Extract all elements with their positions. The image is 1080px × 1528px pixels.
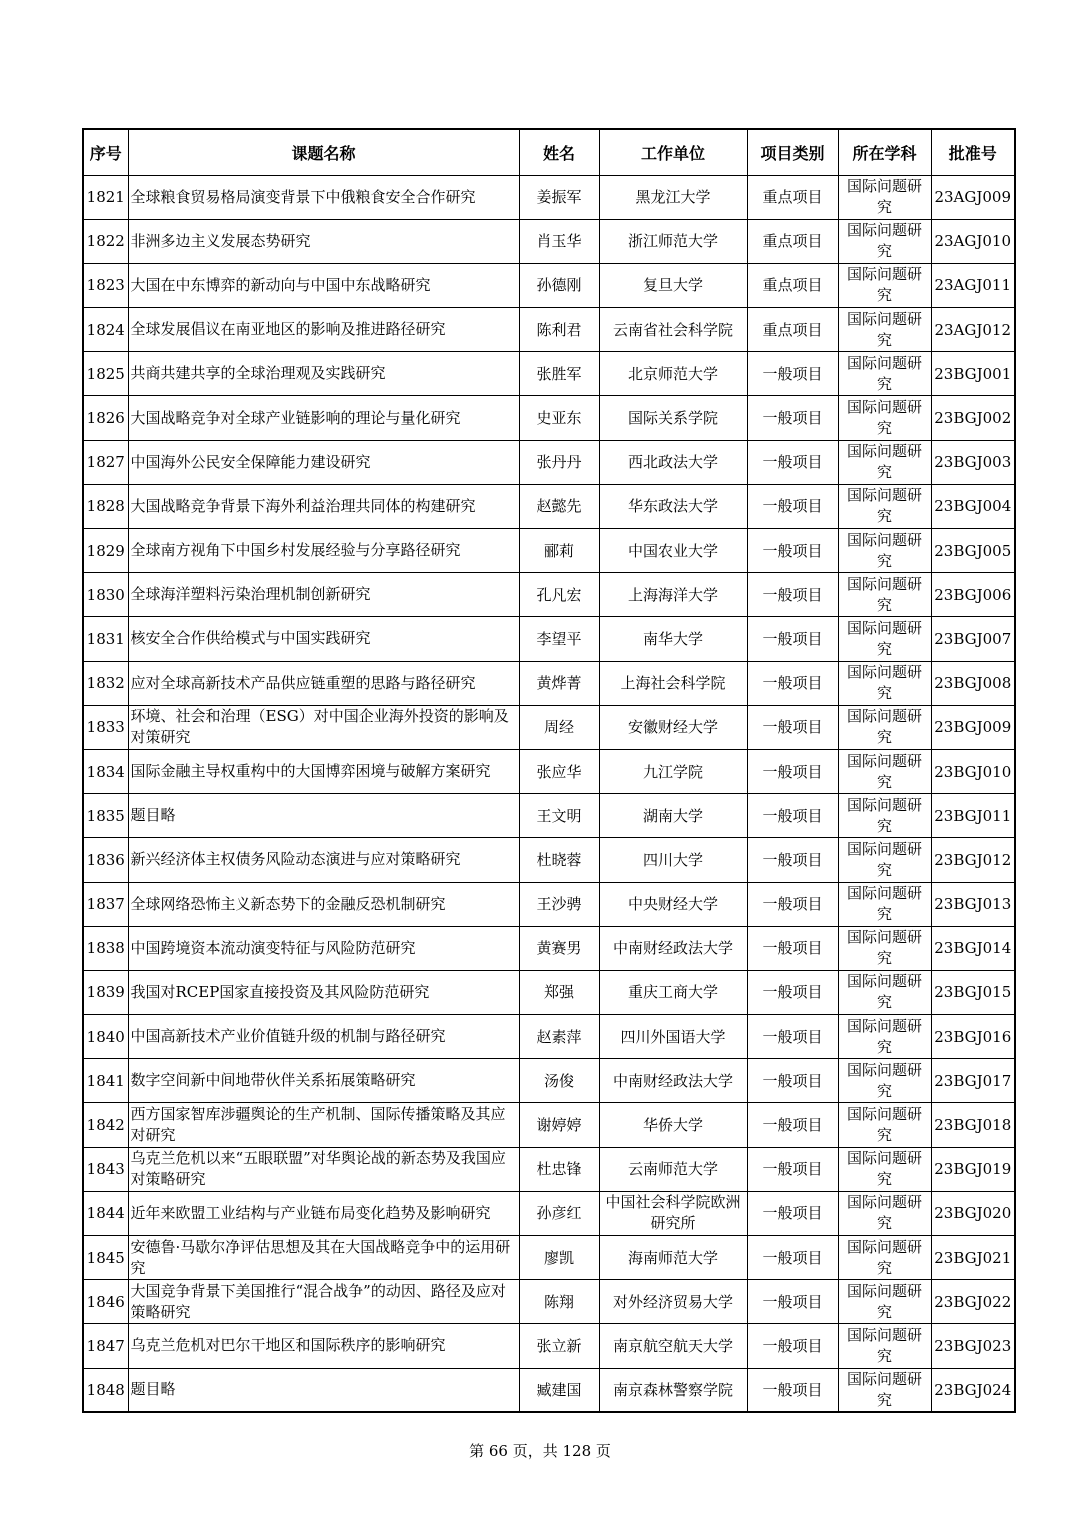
row-title: 全球网络恐怖主义新态势下的金融反恐机制研究: [128, 882, 519, 926]
row-approval-no: 23BGJ021: [931, 1236, 1015, 1280]
row-unit: 复旦大学: [599, 263, 747, 307]
row-approval-no: 23AGJ010: [931, 219, 1015, 263]
table-row: [83, 1015, 1015, 1059]
row-title: 大国在中东博弈的新动向与中国中东战略研究: [128, 263, 519, 307]
row-approval-no: 23BGJ005: [931, 529, 1015, 573]
table-row: [83, 1147, 1015, 1191]
row-name: 黄烨菁: [519, 661, 599, 705]
row-subject: 国际问题研究: [838, 175, 931, 219]
table-row: [83, 396, 1015, 440]
header-approval-no: 批准号: [931, 129, 1015, 175]
table-row: [83, 1236, 1015, 1280]
row-approval-no: 23AGJ012: [931, 308, 1015, 352]
row-title: 全球粮食贸易格局演变背景下中俄粮食安全合作研究: [128, 175, 519, 219]
row-name: 廖凯: [519, 1236, 599, 1280]
row-unit: 对外经济贸易大学: [599, 1280, 747, 1324]
row-title: 中国跨境资本流动演变特征与风险防范研究: [128, 926, 519, 970]
table-row: [83, 970, 1015, 1014]
row-unit: 国际关系学院: [599, 396, 747, 440]
row-subject: 国际问题研究: [838, 1191, 931, 1235]
row-serial: 1832: [83, 661, 128, 705]
table-row: [83, 308, 1015, 352]
row-approval-no: 23BGJ008: [931, 661, 1015, 705]
row-unit: 重庆工商大学: [599, 970, 747, 1014]
row-title: 大国战略竞争背景下海外利益治理共同体的构建研究: [128, 484, 519, 528]
table-row: [83, 1059, 1015, 1103]
row-approval-no: 23BGJ017: [931, 1059, 1015, 1103]
row-title: 近年来欧盟工业结构与产业链布局变化趋势及影响研究: [128, 1191, 519, 1235]
row-title: 核安全合作供给模式与中国实践研究: [128, 617, 519, 661]
row-title: 中国海外公民安全保障能力建设研究: [128, 440, 519, 484]
row-title: 共商共建共享的全球治理观及实践研究: [128, 352, 519, 396]
row-subject: 国际问题研究: [838, 838, 931, 882]
row-approval-no: 23BGJ020: [931, 1191, 1015, 1235]
row-name: 周经: [519, 705, 599, 749]
table-row: [83, 661, 1015, 705]
row-title: 乌克兰危机以来“五眼联盟”对华舆论战的新态势及我国应对策略研究: [128, 1147, 519, 1191]
row-serial: 1833: [83, 705, 128, 749]
row-subject: 国际问题研究: [838, 1236, 931, 1280]
row-category: 一般项目: [747, 440, 838, 484]
row-subject: 国际问题研究: [838, 1280, 931, 1324]
row-name: 陈翔: [519, 1280, 599, 1324]
row-category: 一般项目: [747, 352, 838, 396]
row-name: 王文明: [519, 794, 599, 838]
row-unit: 西北政法大学: [599, 440, 747, 484]
header-unit: 工作单位: [599, 129, 747, 175]
row-category: 一般项目: [747, 705, 838, 749]
table-row: [83, 838, 1015, 882]
row-approval-no: 23BGJ006: [931, 573, 1015, 617]
row-subject: 国际问题研究: [838, 1015, 931, 1059]
row-unit: 中国社会科学院欧洲研究所: [599, 1191, 747, 1235]
row-title: 中国高新技术产业价值链升级的机制与路径研究: [128, 1015, 519, 1059]
row-name: 汤俊: [519, 1059, 599, 1103]
row-subject: 国际问题研究: [838, 882, 931, 926]
table-row: [83, 749, 1015, 793]
row-unit: 华侨大学: [599, 1103, 747, 1147]
row-serial: 1845: [83, 1236, 128, 1280]
row-serial: 1826: [83, 396, 128, 440]
row-category: 一般项目: [747, 1368, 838, 1412]
row-subject: 国际问题研究: [838, 705, 931, 749]
table-body: [83, 175, 1015, 1412]
row-unit: 中南财经政法大学: [599, 926, 747, 970]
row-serial: 1836: [83, 838, 128, 882]
row-serial: 1846: [83, 1280, 128, 1324]
row-unit: 海南师范大学: [599, 1236, 747, 1280]
row-title: 环境、社会和治理（ESG）对中国企业海外投资的影响及对策研究: [128, 705, 519, 749]
row-subject: 国际问题研究: [838, 794, 931, 838]
row-subject: 国际问题研究: [838, 1324, 931, 1368]
row-category: 一般项目: [747, 838, 838, 882]
row-unit: 四川外国语大学: [599, 1015, 747, 1059]
table-row: [83, 1191, 1015, 1235]
row-title: 我国对RCEP国家直接投资及其风险防范研究: [128, 970, 519, 1014]
row-serial: 1822: [83, 219, 128, 263]
row-subject: 国际问题研究: [838, 1368, 931, 1412]
row-unit: 南华大学: [599, 617, 747, 661]
row-subject: 国际问题研究: [838, 573, 931, 617]
row-title: 大国竞争背景下美国推行“混合战争”的动因、路径及应对策略研究: [128, 1280, 519, 1324]
row-subject: 国际问题研究: [838, 661, 931, 705]
row-category: 一般项目: [747, 1236, 838, 1280]
row-category: 一般项目: [747, 661, 838, 705]
row-approval-no: 23BGJ009: [931, 705, 1015, 749]
row-name: 李望平: [519, 617, 599, 661]
row-category: 一般项目: [747, 396, 838, 440]
table-row: [83, 263, 1015, 307]
row-name: 张胜军: [519, 352, 599, 396]
row-title: 国际金融主导权重构中的大国博弈困境与破解方案研究: [128, 749, 519, 793]
row-approval-no: 23BGJ023: [931, 1324, 1015, 1368]
row-name: 张立新: [519, 1324, 599, 1368]
row-subject: 国际问题研究: [838, 1147, 931, 1191]
row-category: 一般项目: [747, 573, 838, 617]
row-serial: 1828: [83, 484, 128, 528]
table-row: [83, 219, 1015, 263]
row-serial: 1837: [83, 882, 128, 926]
row-name: 赵素萍: [519, 1015, 599, 1059]
table-header: [83, 129, 1015, 175]
row-name: 杜晓蓉: [519, 838, 599, 882]
row-unit: 北京师范大学: [599, 352, 747, 396]
row-name: 孙彦红: [519, 1191, 599, 1235]
row-subject: 国际问题研究: [838, 529, 931, 573]
row-category: 一般项目: [747, 1059, 838, 1103]
row-serial: 1824: [83, 308, 128, 352]
row-approval-no: 23BGJ016: [931, 1015, 1015, 1059]
row-serial: 1827: [83, 440, 128, 484]
row-category: 一般项目: [747, 1147, 838, 1191]
row-name: 孔凡宏: [519, 573, 599, 617]
row-title: 数字空间新中间地带伙伴关系拓展策略研究: [128, 1059, 519, 1103]
table-row: [83, 1280, 1015, 1324]
row-name: 郑强: [519, 970, 599, 1014]
table-row: [83, 175, 1015, 219]
row-serial: 1848: [83, 1368, 128, 1412]
row-unit: 南京航空航天大学: [599, 1324, 747, 1368]
row-unit: 湖南大学: [599, 794, 747, 838]
table-row: [83, 617, 1015, 661]
row-approval-no: 23BGJ012: [931, 838, 1015, 882]
row-name: 张应华: [519, 749, 599, 793]
row-category: 一般项目: [747, 882, 838, 926]
row-serial: 1842: [83, 1103, 128, 1147]
page-number: 第 66 页，共 128 页: [469, 1442, 611, 1460]
header-subject: 所在学科: [838, 129, 931, 175]
row-serial: 1843: [83, 1147, 128, 1191]
row-approval-no: 23BGJ004: [931, 484, 1015, 528]
row-serial: 1841: [83, 1059, 128, 1103]
table-row: [83, 573, 1015, 617]
table-row: [83, 1368, 1015, 1412]
row-category: 一般项目: [747, 1103, 838, 1147]
table-row: [83, 705, 1015, 749]
row-title: 乌克兰危机对巴尔干地区和国际秩序的影响研究: [128, 1324, 519, 1368]
row-serial: 1839: [83, 970, 128, 1014]
table-row: [83, 352, 1015, 396]
header-name: 姓名: [519, 129, 599, 175]
row-name: 孙德刚: [519, 263, 599, 307]
row-category: 重点项目: [747, 219, 838, 263]
row-title: 安德鲁·马歇尔净评估思想及其在大国战略竞争中的运用研究: [128, 1236, 519, 1280]
table-row: [83, 440, 1015, 484]
row-unit: 中央财经大学: [599, 882, 747, 926]
table-row: [83, 882, 1015, 926]
table-row: [83, 926, 1015, 970]
row-name: 黄赛男: [519, 926, 599, 970]
row-title: 题目略: [128, 794, 519, 838]
row-subject: 国际问题研究: [838, 396, 931, 440]
row-approval-no: 23BGJ001: [931, 352, 1015, 396]
row-category: 一般项目: [747, 970, 838, 1014]
row-name: 赵懿先: [519, 484, 599, 528]
row-category: 一般项目: [747, 794, 838, 838]
row-unit: 安徽财经大学: [599, 705, 747, 749]
row-title: 全球发展倡议在南亚地区的影响及推进路径研究: [128, 308, 519, 352]
row-approval-no: 23BGJ011: [931, 794, 1015, 838]
row-serial: 1821: [83, 175, 128, 219]
row-unit: 九江学院: [599, 749, 747, 793]
row-category: 一般项目: [747, 1015, 838, 1059]
row-title: 大国战略竞争对全球产业链影响的理论与量化研究: [128, 396, 519, 440]
table-row: [83, 794, 1015, 838]
row-subject: 国际问题研究: [838, 440, 931, 484]
row-name: 臧建国: [519, 1368, 599, 1412]
row-unit: 上海社会科学院: [599, 661, 747, 705]
row-subject: 国际问题研究: [838, 617, 931, 661]
row-category: 一般项目: [747, 1191, 838, 1235]
row-name: 王沙骋: [519, 882, 599, 926]
row-approval-no: 23BGJ018: [931, 1103, 1015, 1147]
row-unit: 浙江师范大学: [599, 219, 747, 263]
row-unit: 云南师范大学: [599, 1147, 747, 1191]
row-serial: 1831: [83, 617, 128, 661]
row-serial: 1829: [83, 529, 128, 573]
row-approval-no: 23BGJ007: [931, 617, 1015, 661]
row-name: 肖玉华: [519, 219, 599, 263]
row-approval-no: 23AGJ011: [931, 263, 1015, 307]
row-category: 一般项目: [747, 1280, 838, 1324]
row-category: 一般项目: [747, 1324, 838, 1368]
row-name: 史亚东: [519, 396, 599, 440]
row-category: 一般项目: [747, 926, 838, 970]
row-subject: 国际问题研究: [838, 749, 931, 793]
header-category: 项目类别: [747, 129, 838, 175]
table-row: [83, 484, 1015, 528]
row-serial: 1834: [83, 749, 128, 793]
row-subject: 国际问题研究: [838, 926, 931, 970]
row-subject: 国际问题研究: [838, 484, 931, 528]
row-category: 重点项目: [747, 263, 838, 307]
row-title: 应对全球高新技术产品供应链重塑的思路与路径研究: [128, 661, 519, 705]
row-serial: 1844: [83, 1191, 128, 1235]
row-category: 一般项目: [747, 529, 838, 573]
row-category: 重点项目: [747, 308, 838, 352]
header-title: 课题名称: [128, 129, 519, 175]
header-row: [83, 129, 1015, 175]
row-subject: 国际问题研究: [838, 970, 931, 1014]
table-row: [83, 529, 1015, 573]
row-approval-no: 23BGJ010: [931, 749, 1015, 793]
row-serial: 1825: [83, 352, 128, 396]
row-unit: 华东政法大学: [599, 484, 747, 528]
row-approval-no: 23BGJ022: [931, 1280, 1015, 1324]
row-approval-no: 23BGJ019: [931, 1147, 1015, 1191]
row-serial: 1838: [83, 926, 128, 970]
table-row: [83, 1324, 1015, 1368]
row-subject: 国际问题研究: [838, 308, 931, 352]
row-serial: 1823: [83, 263, 128, 307]
row-category: 一般项目: [747, 749, 838, 793]
row-unit: 中国农业大学: [599, 529, 747, 573]
row-title: 全球南方视角下中国乡村发展经验与分享路径研究: [128, 529, 519, 573]
project-table: [82, 128, 1016, 1413]
row-approval-no: 23BGJ002: [931, 396, 1015, 440]
row-name: 郦莉: [519, 529, 599, 573]
row-approval-no: 23AGJ009: [931, 175, 1015, 219]
row-serial: 1847: [83, 1324, 128, 1368]
row-approval-no: 23BGJ024: [931, 1368, 1015, 1412]
row-title: 新兴经济体主权债务风险动态演进与应对策略研究: [128, 838, 519, 882]
row-name: 谢婷婷: [519, 1103, 599, 1147]
row-unit: 四川大学: [599, 838, 747, 882]
row-unit: 南京森林警察学院: [599, 1368, 747, 1412]
row-approval-no: 23BGJ014: [931, 926, 1015, 970]
row-subject: 国际问题研究: [838, 352, 931, 396]
row-name: 陈利君: [519, 308, 599, 352]
row-approval-no: 23BGJ015: [931, 970, 1015, 1014]
row-name: 姜振军: [519, 175, 599, 219]
row-serial: 1830: [83, 573, 128, 617]
row-name: 杜忠锋: [519, 1147, 599, 1191]
row-approval-no: 23BGJ013: [931, 882, 1015, 926]
row-title: 全球海洋塑料污染治理机制创新研究: [128, 573, 519, 617]
row-title: 题目略: [128, 1368, 519, 1412]
row-category: 重点项目: [747, 175, 838, 219]
row-unit: 云南省社会科学院: [599, 308, 747, 352]
row-unit: 中南财经政法大学: [599, 1059, 747, 1103]
row-name: 张丹丹: [519, 440, 599, 484]
table-row: [83, 1103, 1015, 1147]
row-title: 西方国家智库涉疆舆论的生产机制、国际传播策略及其应对研究: [128, 1103, 519, 1147]
row-serial: 1840: [83, 1015, 128, 1059]
row-unit: 上海海洋大学: [599, 573, 747, 617]
row-approval-no: 23BGJ003: [931, 440, 1015, 484]
row-serial: 1835: [83, 794, 128, 838]
row-subject: 国际问题研究: [838, 1059, 931, 1103]
row-subject: 国际问题研究: [838, 1103, 931, 1147]
row-unit: 黑龙江大学: [599, 175, 747, 219]
row-category: 一般项目: [747, 484, 838, 528]
row-category: 一般项目: [747, 617, 838, 661]
row-title: 非洲多边主义发展态势研究: [128, 219, 519, 263]
row-subject: 国际问题研究: [838, 263, 931, 307]
header-serial: 序号: [83, 129, 128, 175]
row-subject: 国际问题研究: [838, 219, 931, 263]
